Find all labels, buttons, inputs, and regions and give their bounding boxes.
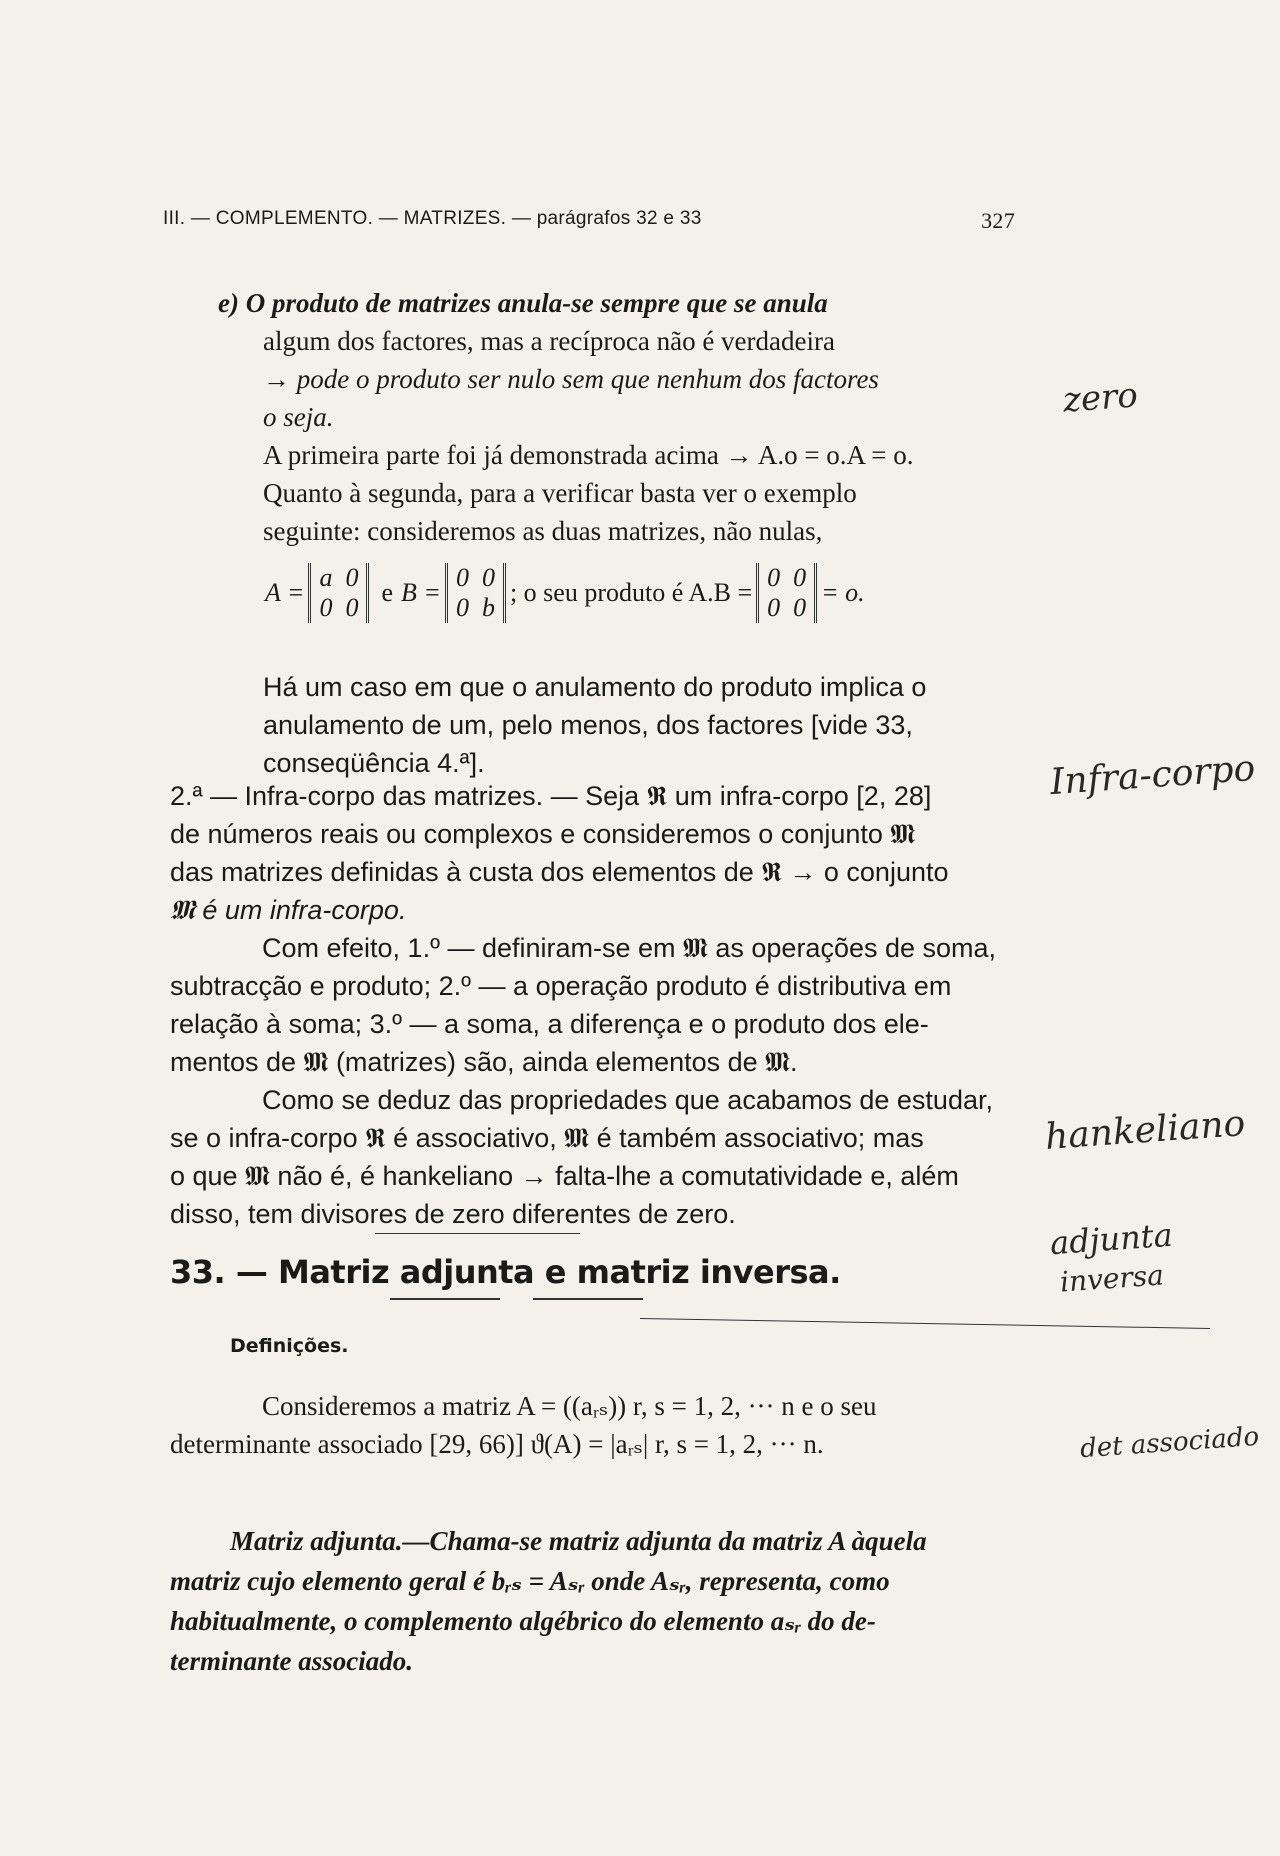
para-line: conseqüência 4.ª]. <box>263 748 485 778</box>
adjunta-line: habitualmente, o complemento algébrico do elemento aₛᵣ do de- <box>170 1606 876 1636</box>
matrix-mid-text: ; o seu produto é A.B = <box>509 578 753 607</box>
infra-line: de números reais ou complexos e consideremos o conjunto 𝕸 <box>170 819 916 849</box>
matrix-a <box>308 563 369 623</box>
infra-line: relação à soma; 3.º — a soma, a diferença e o produto dos ele- <box>170 1009 929 1039</box>
infra-line: mentos de 𝕸 (matrizes) são, ainda elementos de 𝕸. <box>170 1047 798 1077</box>
para-line: anulamento de um, pelo menos, dos factores [vide 33, <box>263 710 913 740</box>
section-heading: 33. — Matriz adjunta e matriz inversa. <box>170 1253 841 1291</box>
item-e-line: algum dos factores, mas a recíproca não é verdadeira <box>263 326 835 356</box>
infra-line: o que 𝕸 não é, é hankeliano → falta-lhe a comutatividade e, além <box>170 1161 959 1191</box>
adjunta-line: Matriz adjunta.—Chama-se matriz adjunta da matriz A àquela <box>230 1526 927 1556</box>
page-number: 327 <box>981 208 1015 233</box>
adjunta-definition <box>170 1521 1040 1681</box>
running-title: III. — COMPLEMENTO. — MATRIZES. — parágrafos 32 e 33 <box>163 208 702 229</box>
matrix-b-label: B = <box>401 578 441 607</box>
running-head <box>163 208 1015 233</box>
item-e-line: e) O produto de matrizes anula-se sempre que se anula <box>218 288 828 318</box>
margin-note-infra-corpo: Infra-corpo <box>1048 747 1257 804</box>
infra-line: 2.ª — Infra-corpo das matrizes. — Seja 𝕽 um infra-corpo [2, 28] <box>170 781 932 811</box>
infra-line: Como se deduz das propriedades que acabamos de estudar, <box>262 1085 993 1115</box>
pen-underline <box>390 1298 500 1300</box>
matrix-cell-row: 0 b <box>455 593 495 622</box>
infra-line: se o infra-corpo 𝕽 é associativo, 𝕸 é também associativo; mas <box>170 1123 924 1153</box>
matrix-cell-row: 0 0 <box>767 593 807 622</box>
item-e-line: seguinte: consideremos as duas matrizes, não nulas, <box>263 516 823 546</box>
adjunta-line: terminante associado. <box>170 1646 414 1676</box>
infra-line: subtracção e produto; 2.º — a operação produto é distributiva em <box>170 971 952 1001</box>
margin-note-adjunta: adjunta <box>1048 1215 1174 1263</box>
matrix-conj: e <box>381 578 394 607</box>
infra-line: disso, tem divisores de zero diferentes de zero. <box>170 1199 736 1229</box>
adjunta-line: matriz cujo elemento geral é bᵣₛ = Aₛᵣ onde Aₛᵣ, representa, como <box>170 1566 890 1596</box>
matrix-ab <box>756 563 817 623</box>
margin-note-det-associado: det associado <box>1079 1421 1261 1465</box>
matrix-cell-row: 0 0 <box>319 593 359 622</box>
matrix-cell-row: a 0 <box>319 563 359 592</box>
section33-intro <box>170 1387 1070 1463</box>
matrix-b <box>445 563 506 623</box>
matrix-tail: = o. <box>821 578 865 607</box>
para-caso <box>263 668 1033 782</box>
margin-note-inversa: inversa <box>1058 1258 1165 1299</box>
definitions-label: Definições. <box>230 1335 349 1357</box>
item-e-line: → pode o produto ser nulo sem que nenhum dos factores <box>263 364 879 394</box>
margin-note-hankeliano: hankeliano <box>1043 1103 1247 1158</box>
section33-line: Consideremos a matriz A = ((aᵣₛ)) r, s = 1, 2, ··· n e o seu <box>262 1391 877 1421</box>
infra-line: das matrizes definidas à custa dos elementos de 𝕽 → o conjunto <box>170 857 949 887</box>
para-line: Há um caso em que o anulamento do produto implica o <box>263 672 927 702</box>
margin-note-zero: zero <box>1061 375 1140 421</box>
item-e <box>218 284 1048 550</box>
matrix-cell-row: 0 0 <box>767 563 807 592</box>
matrix-example <box>265 563 1035 643</box>
infra-line: Com efeito, 1.º — definiram-se em 𝕸 as operações de soma, <box>262 933 997 963</box>
item-e-line: A primeira parte foi já demonstrada acima → A.o = o.A = o. <box>263 440 914 470</box>
section33-line: determinante associado [29, 66)] ϑ(A) = |aᵣₛ| r, s = 1, 2, ··· n. <box>170 1429 824 1459</box>
matrix-a-label: A = <box>265 578 305 607</box>
pen-underline <box>533 1298 643 1300</box>
item-e-line: Quanto à segunda, para a verificar basta ver o exemplo <box>263 478 857 508</box>
section-divider <box>375 1233 580 1234</box>
infra-line: 𝕸 é um infra-corpo. <box>170 895 407 925</box>
matrix-cell-row: 0 0 <box>455 563 495 592</box>
infra-corpo-section <box>170 777 1030 1233</box>
pen-stroke <box>640 1318 1210 1329</box>
item-e-line: o seja. <box>263 402 334 432</box>
